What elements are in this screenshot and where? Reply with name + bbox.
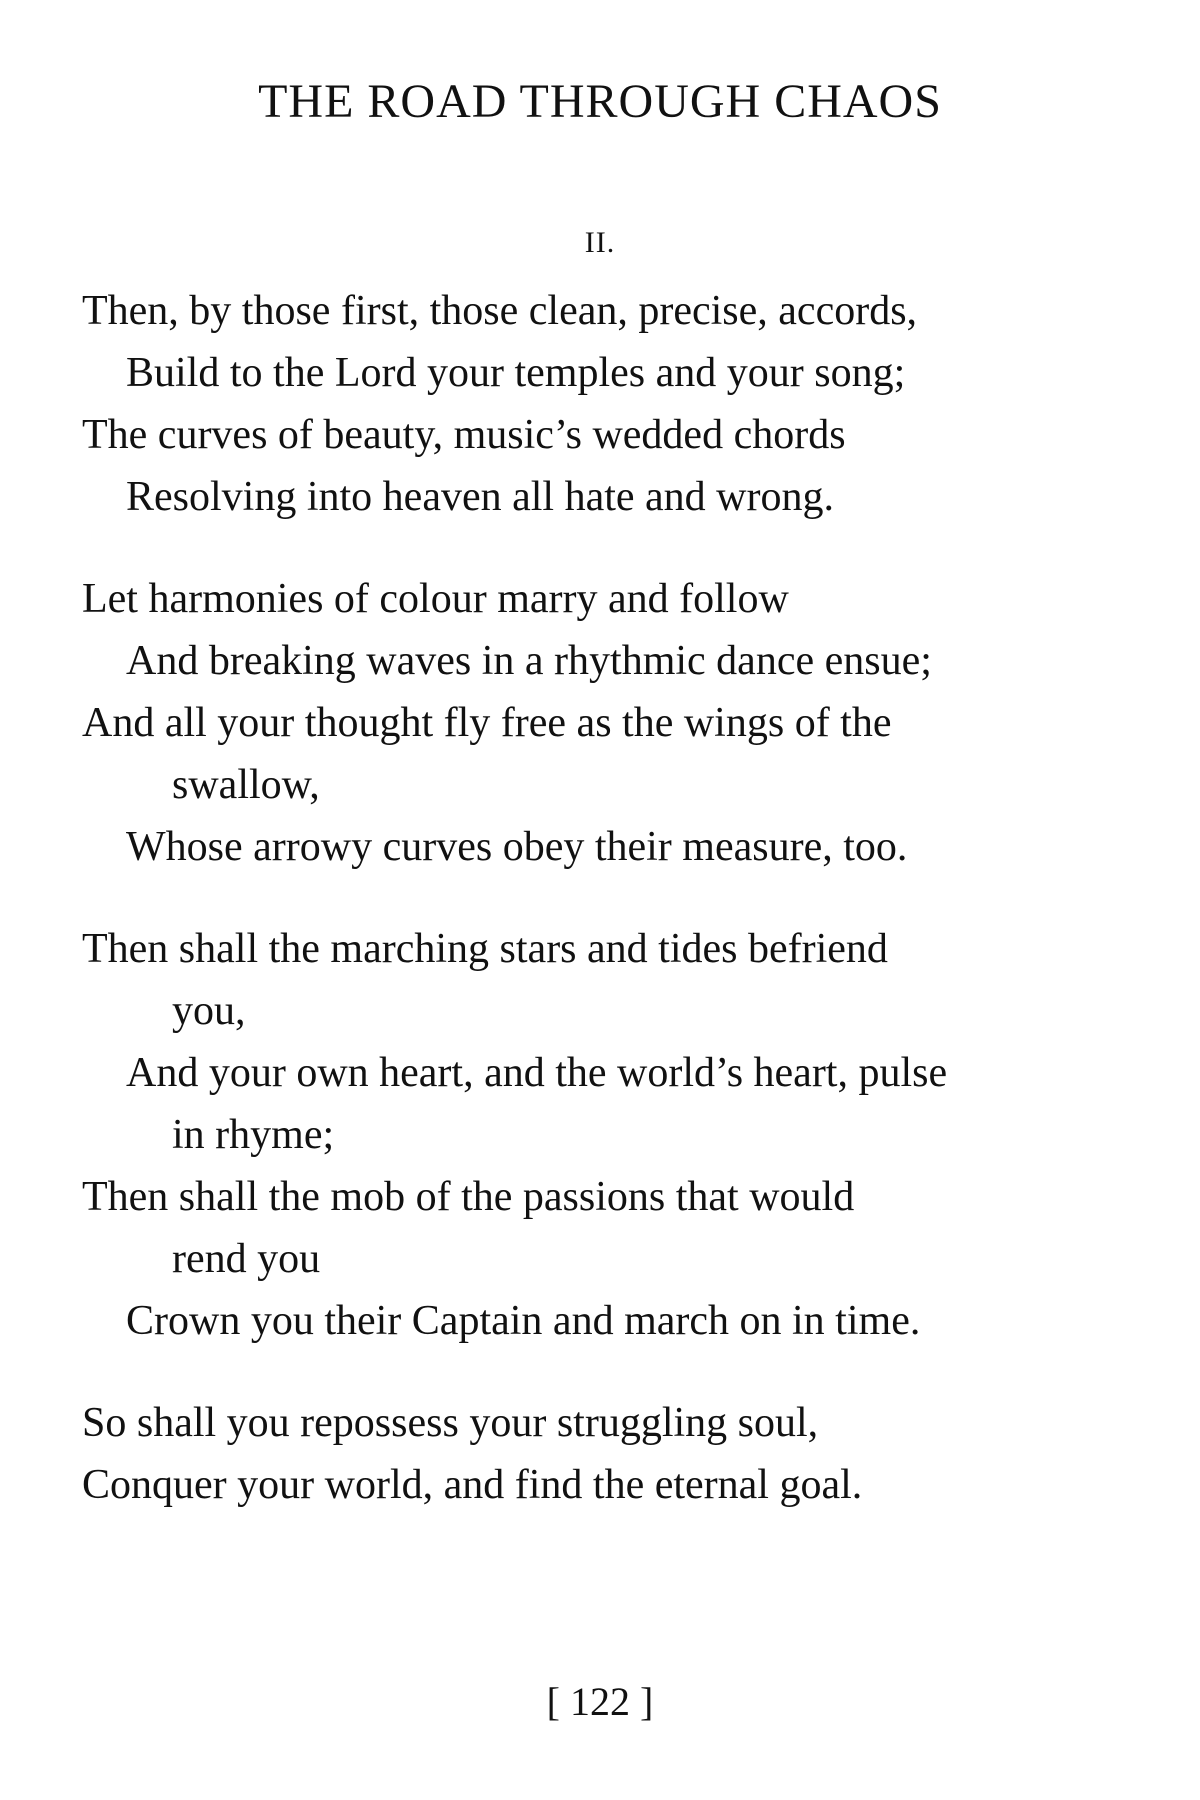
poem-line: Build to the Lord your temples and your song;	[126, 350, 906, 396]
poem-line: Crown you their Captain and march on in time.	[126, 1298, 921, 1344]
poem-line-continuation: you,	[172, 988, 246, 1034]
poem-line: So shall you repossess your struggling soul,	[82, 1400, 819, 1446]
poem-line-continuation: in rhyme;	[172, 1112, 335, 1158]
poem-line: Resolving into heaven all hate and wrong.	[126, 474, 834, 520]
page-number: [ 122 ]	[546, 1679, 654, 1724]
stanza-4	[82, 1392, 1092, 1516]
poem-body	[82, 280, 1092, 1556]
poem-line-continuation: swallow,	[172, 762, 320, 808]
stanza-2	[82, 568, 1092, 878]
poem-line: And your own heart, and the world’s heart, pulse	[126, 1050, 948, 1096]
stanza-3	[82, 918, 1092, 1352]
poem-line: Then, by those first, those clean, precise, accords,	[82, 288, 918, 334]
poem-line: And all your thought fly free as the wings of the	[82, 700, 892, 746]
running-title: THE ROAD THROUGH CHAOS	[258, 75, 942, 128]
poem-line: Conquer your world, and find the eternal goal.	[82, 1462, 863, 1508]
poem-line: Let harmonies of colour marry and follow	[82, 576, 789, 622]
poem-line: The curves of beauty, music’s wedded chords	[82, 412, 846, 458]
poem-line: Then shall the marching stars and tides befriend	[82, 926, 888, 972]
poem-line-continuation: rend you	[172, 1236, 321, 1282]
section-numeral: II.	[584, 226, 616, 259]
poem-line: And breaking waves in a rhythmic dance ensue;	[126, 638, 932, 684]
poem-line: Then shall the mob of the passions that would	[82, 1174, 855, 1220]
poem-line: Whose arrowy curves obey their measure, too.	[126, 824, 908, 870]
stanza-1	[82, 280, 1092, 528]
